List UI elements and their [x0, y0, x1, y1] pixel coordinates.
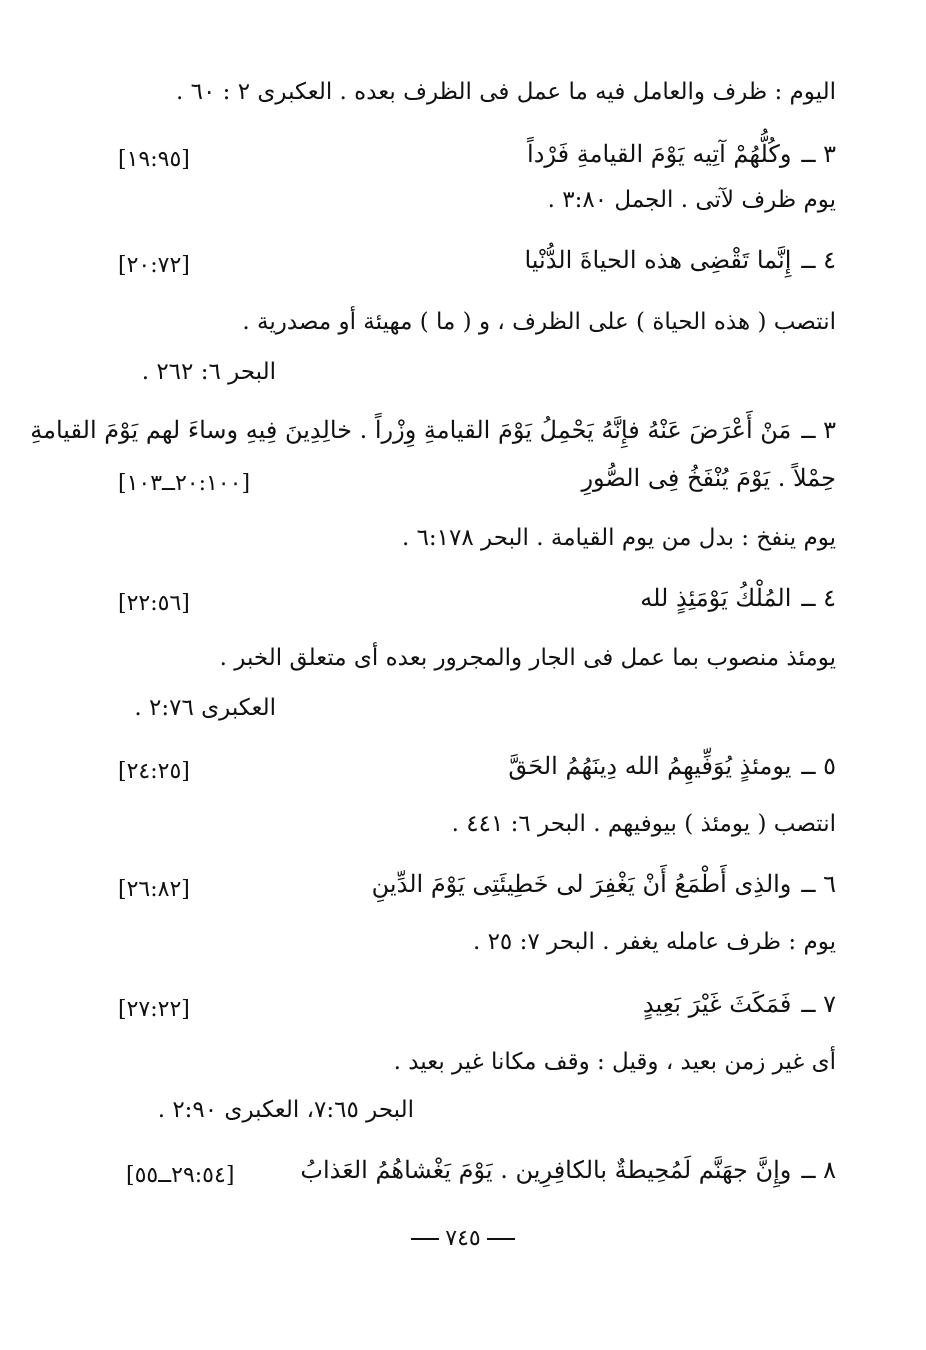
verse-number: ٦ ــ [801, 870, 836, 898]
page-number-text: ٧٤٥ [445, 1226, 481, 1251]
verse-number: ٣ ــ [801, 140, 836, 168]
verse-reference: [٢٤:٢٥] [118, 759, 190, 784]
verse-reference: [٢٧:٢٢] [118, 997, 190, 1022]
dash-left [411, 1238, 439, 1240]
source-citation: البحر ٧:٦٥، العكبرى ٢:٩٠ . [157, 1097, 414, 1123]
verse-text: إِنَّما تَقْضِى هذه الحياةَ الدُّنْيا [524, 246, 792, 274]
verse-reference: [٢٦:٨٢] [118, 877, 190, 902]
verse-reference: [٢٢:٥٦] [118, 591, 190, 616]
verse-reference: [٢٩:٥٤ــ٥٥] [126, 1163, 235, 1188]
verse-text: المُلْكُ يَوْمَئِذٍ لله [640, 584, 792, 612]
verse-text: فَمَكَثَ غَيْرَ بَعِيدٍ [642, 990, 792, 1018]
verse-text: والذِى أَطْمَعُ أَنْ يَغْفِرَ لى خَطِيئَتِى يَوْمَ الدِّينِ [371, 870, 792, 898]
commentary-line: أى غير زمن بعيد ، وقيل : وقف مكانا غير بعيد . [393, 1049, 836, 1075]
commentary-line: يومئذ منصوب بما عمل فى الجار والمجرور بعده أى متعلق الخبر . [219, 645, 836, 671]
verse-number: ٧ ــ [801, 990, 836, 1018]
verse-line-4 [524, 240, 836, 280]
commentary-line: يوم : ظرف عامله يغفر . البحر ٧: ٢٥ . [472, 929, 836, 955]
verse-line-4b [640, 578, 836, 618]
verse-line-6 [372, 864, 836, 904]
verse-line-3b [30, 410, 836, 450]
commentary-line: يوم ينفخ : بدل من يوم القيامة . البحر ٦:١٧٨ . [401, 525, 836, 551]
verse-text: يومئذٍ يُوَفِّيهِمُ الله دِينَهُمُ الحَقَّ [508, 752, 792, 780]
text-line-1: اليوم : ظرف والعامل فيه ما عمل فى الظرف بعده . العكبرى ٢ : ٦٠ . [176, 79, 836, 105]
verse-continuation: حِمْلاً . يَوْمَ يُنْفَخُ فِى الصُّورِ [581, 464, 836, 492]
source-citation: العكبرى ٢:٧٦ . [134, 695, 276, 721]
verse-number: ٤ ــ [801, 584, 836, 612]
verse-reference: [٢٠:٧٢] [118, 253, 190, 278]
verse-line-3 [527, 134, 836, 174]
verse-number: ٤ ــ [801, 246, 836, 274]
verse-line-8 [300, 1150, 836, 1190]
verse-line-5 [508, 746, 836, 786]
commentary-line: انتصب ( هذه الحياة ) على الظرف ، و ( ما ) مهيئة أو مصدرية . [242, 309, 836, 335]
verse-line-7 [643, 984, 836, 1024]
verse-text: وإِنَّ جهَنَّم لَمُحِيطةٌ بالكافِرِين . يَوْمَ يَغْشاهُمُ العَذابُ [300, 1156, 792, 1184]
verse-number: ٣ ــ [801, 416, 836, 444]
verse-text: مَنْ أَعْرَضَ عَنْهُ فإِنَّهُ يَحْمِلُ يَوْمَ القيامةِ وِزْراً . خالِدِينَ فِيهِ وساءَ لهم يَوْمَ القيامةِ [30, 416, 792, 444]
verse-reference: [٢٠:١٠٠ــ١٠٣] [118, 471, 251, 496]
dash-right [487, 1238, 515, 1240]
verse-text: وكُلُّهُمْ آتِيه يَوْمَ القيامةِ فَرْداً [527, 140, 792, 168]
page-number [0, 1222, 926, 1256]
commentary-line: انتصب ( يومئذ ) بيوفيهم . البحر ٦: ٤٤١ . [451, 811, 836, 837]
verse-number: ٥ ــ [801, 752, 836, 780]
verse-reference: [١٩:٩٥] [118, 147, 190, 172]
commentary-line: يوم ظرف لآتى . الجمل ٣:٨٠ . [547, 187, 836, 213]
source-citation: البحر ٦: ٢٦٢ . [141, 359, 276, 385]
verse-number: ٨ ــ [801, 1156, 836, 1184]
